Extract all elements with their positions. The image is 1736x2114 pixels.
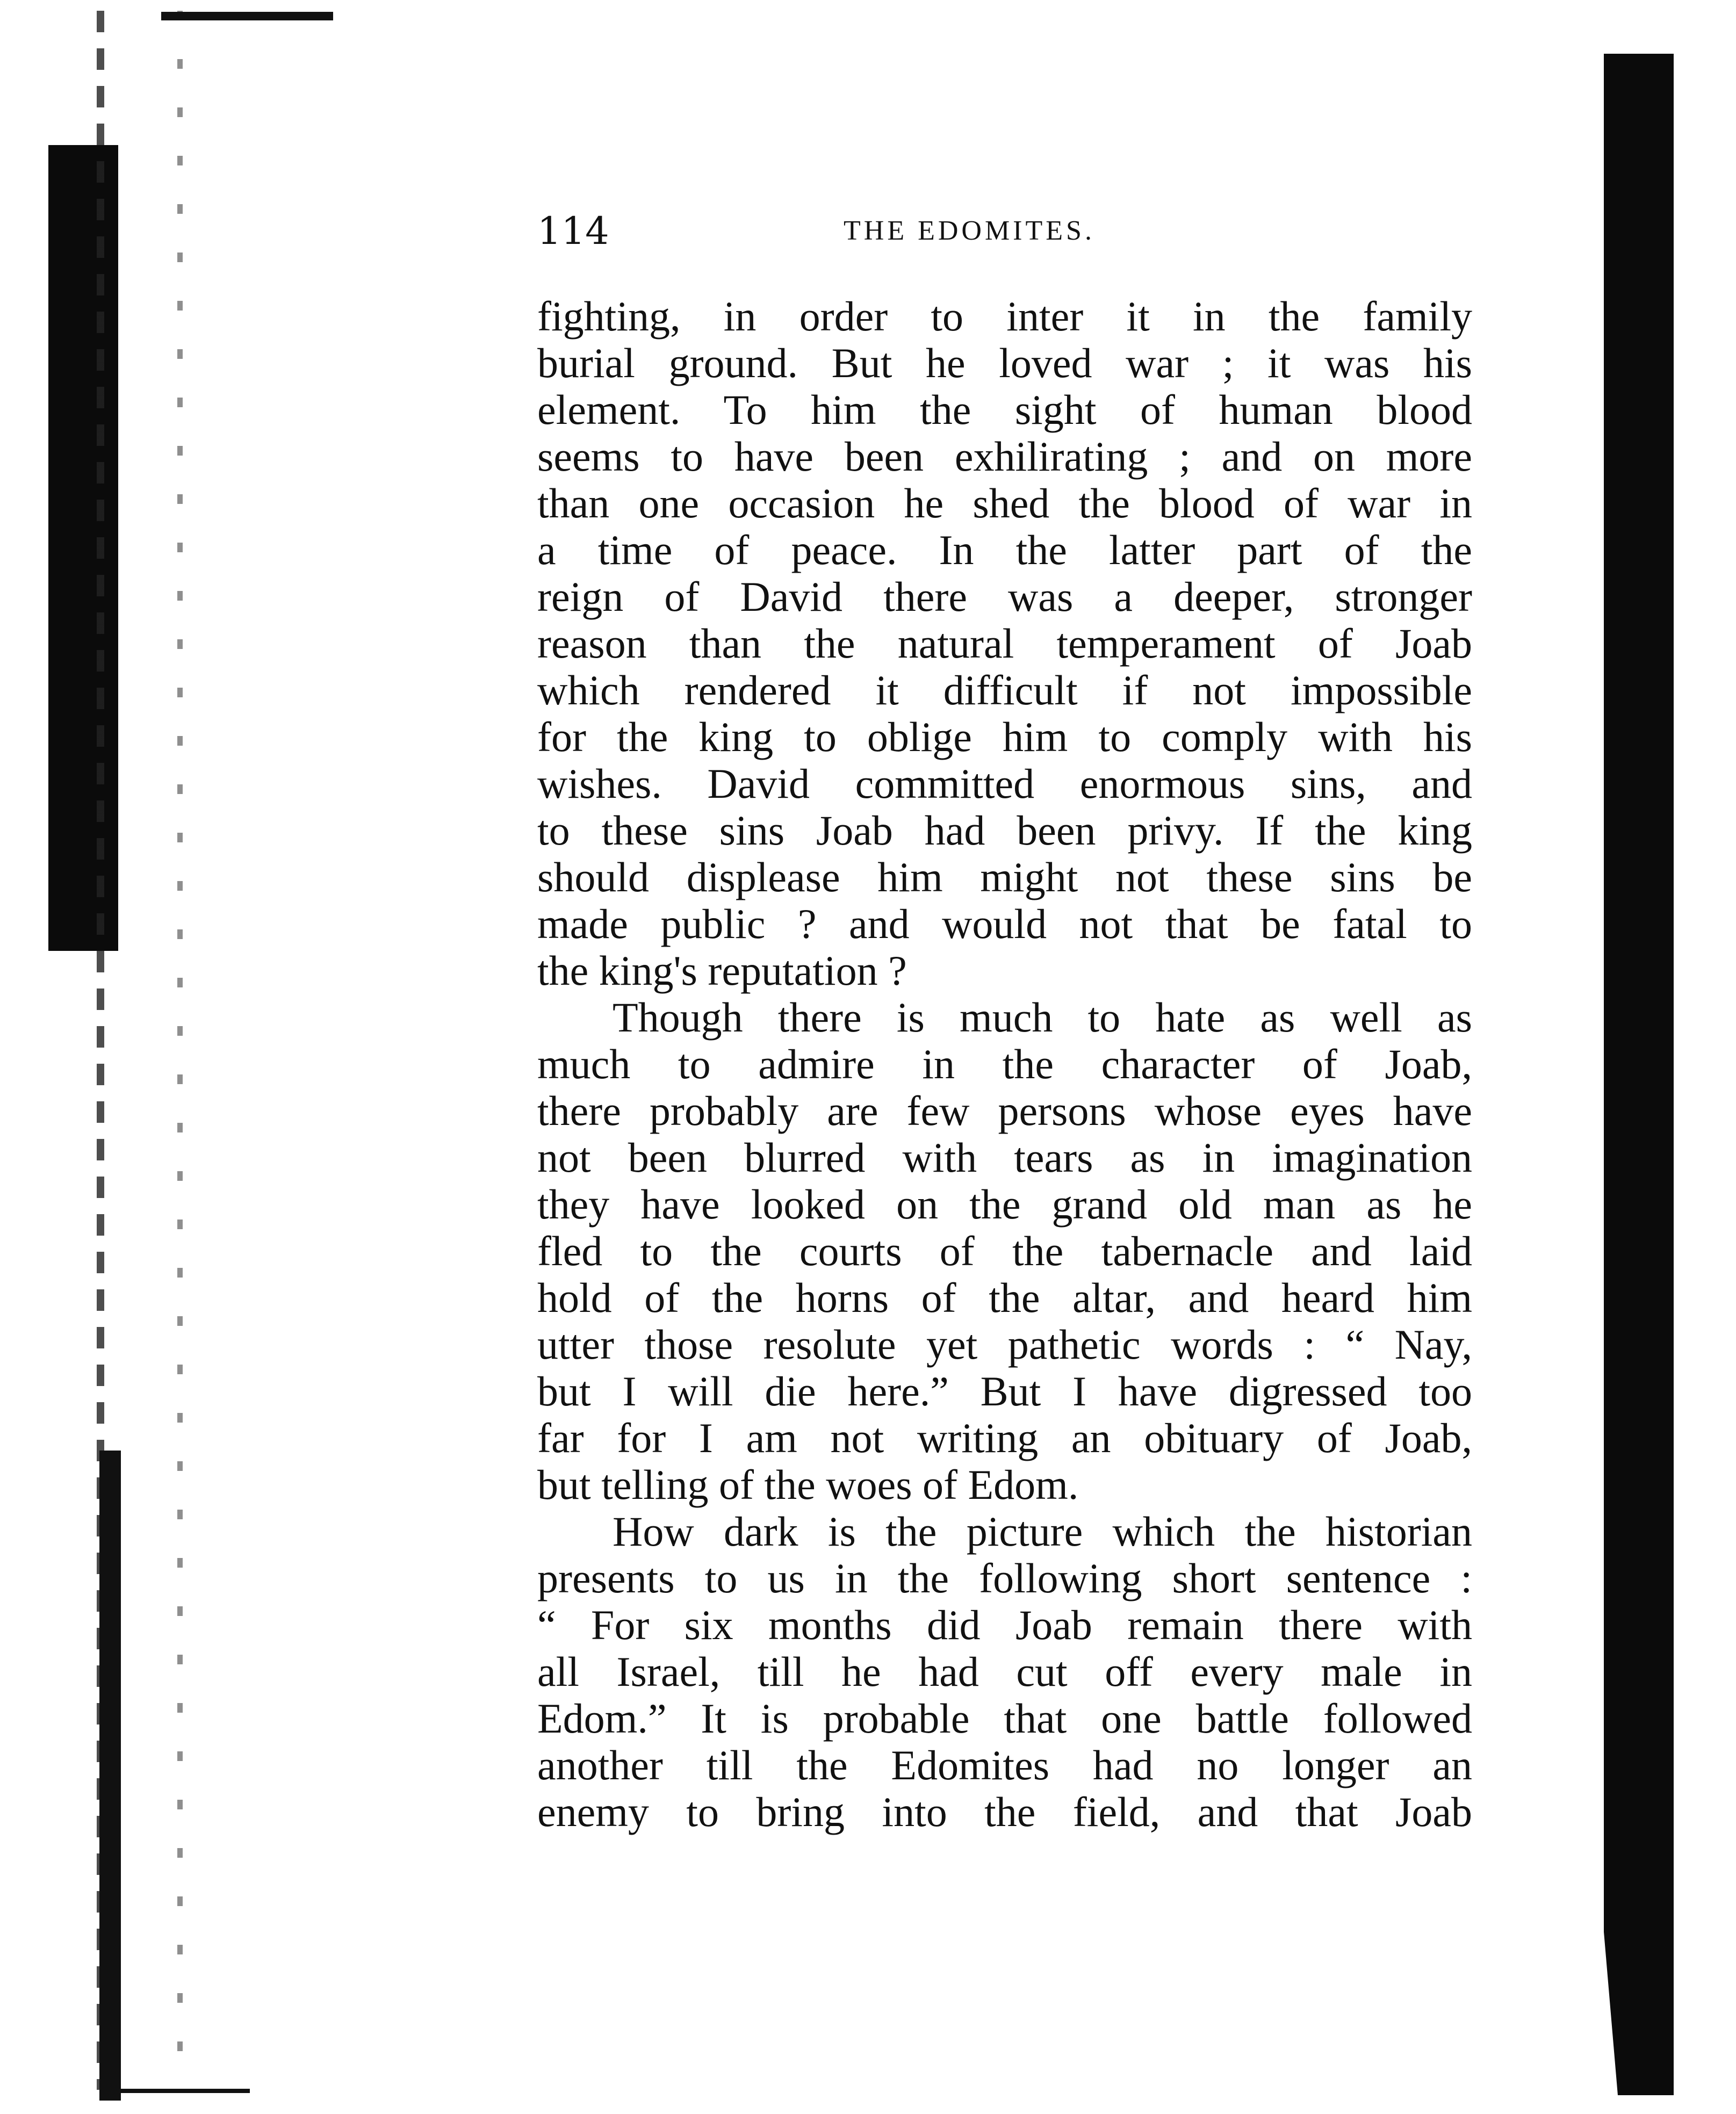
text-line: Edom.” It is probable that one battle followed [537, 1695, 1472, 1742]
page-header [537, 204, 1177, 258]
text-line: another till the Edomites had no longer an [537, 1742, 1472, 1788]
scan-edge-artifact [161, 12, 333, 20]
text-line: fighting, in order to inter it in the family [537, 293, 1472, 340]
text-line: presents to us in the following short sentence : [537, 1555, 1472, 1601]
text-line: there probably are few persons whose eyes have [537, 1087, 1472, 1134]
text-line: “ For six months did Joab remain there with [537, 1601, 1472, 1648]
text-line: element. To him the sight of human blood [537, 386, 1472, 433]
text-line: made public ? and would not that be fatal to [537, 900, 1472, 947]
text-line: How dark is the picture which the historian [613, 1508, 1472, 1555]
body-text [537, 293, 1472, 1835]
text-line: wishes. David committed enormous sins, and [537, 760, 1472, 807]
text-line: hold of the horns of the altar, and heard him [537, 1274, 1472, 1321]
page-number: 114 [537, 209, 609, 253]
binding-shadow [48, 145, 118, 951]
page-edge-shadow [1604, 54, 1674, 2095]
text-line: enemy to bring into the field, and that Joab [537, 1788, 1472, 1835]
text-line: utter those resolute yet pathetic words : “ Nay, [537, 1321, 1472, 1368]
text-line: than one occasion he shed the blood of war in [537, 480, 1472, 526]
text-line: they have looked on the grand old man as he [537, 1181, 1472, 1228]
text-line: for the king to oblige him to comply with his [537, 713, 1472, 760]
text-line: should displease him might not these sins be [537, 854, 1472, 900]
text-line: fled to the courts of the tabernacle and laid [537, 1228, 1472, 1274]
scan-edge-artifact [99, 1451, 121, 2101]
text-line: all Israel, till he had cut off every male in [537, 1648, 1472, 1695]
text-line: Though there is much to hate as well as [613, 994, 1472, 1041]
text-line: to these sins Joab had been privy. If the king [537, 807, 1472, 854]
text-line: not been blurred with tears as in imagination [537, 1134, 1472, 1181]
text-line: but I will die here.” But I have digressed too [537, 1368, 1472, 1415]
text-line: much to admire in the character of Joab, [537, 1041, 1472, 1087]
text-line: far for I am not writing an obituary of Joab, [537, 1415, 1472, 1461]
text-line: reign of David there was a deeper, stronger [537, 573, 1472, 620]
text-line: but telling of the woes of Edom. [537, 1461, 1079, 1508]
running-head: THE EDOMITES. [844, 215, 1095, 246]
text-line: which rendered it difficult if not impossible [537, 667, 1472, 713]
scan-edge-artifact [177, 11, 183, 2090]
scan-edge-artifact [99, 2089, 250, 2093]
text-line: a time of peace. In the latter part of the [537, 526, 1472, 573]
text-line: reason than the natural temperament of Joab [537, 620, 1472, 667]
text-line: the king's reputation ? [537, 947, 907, 994]
text-line: burial ground. But he loved war ; it was his [537, 340, 1472, 386]
text-line: seems to have been exhilirating ; and on more [537, 433, 1472, 480]
